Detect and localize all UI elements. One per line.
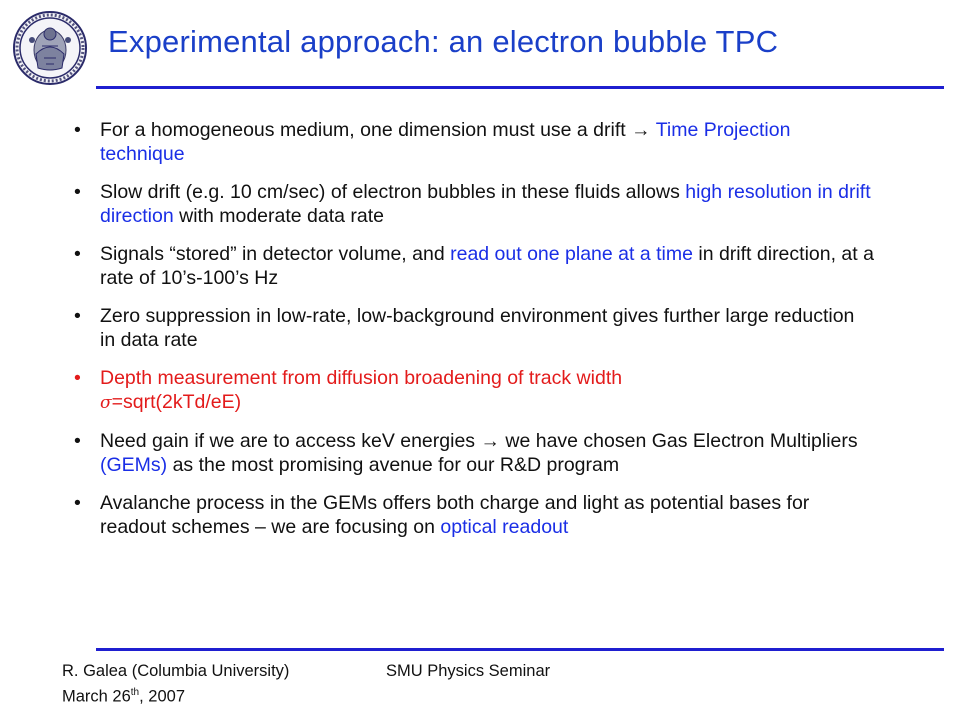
footer-author: R. Galea (Columbia University) xyxy=(62,662,290,680)
bullet-text: Slow drift (e.g. 10 cm/sec) of electron bubbles in these fluids allows xyxy=(100,181,686,203)
bullet-item-zero-suppression xyxy=(74,304,874,352)
bullet-item-slow-drift xyxy=(74,180,874,228)
bullet-text: as the most promising avenue for our R&D program xyxy=(167,454,620,476)
bullet-text: Depth measurement from diffusion broadening of track width xyxy=(100,367,623,389)
title-divider xyxy=(96,86,944,89)
bullet-item-avalanche xyxy=(74,491,874,539)
bullet-list xyxy=(74,118,874,553)
footer-date-suffix: , 2007 xyxy=(139,687,185,706)
bullet-highlight: Time Projection technique xyxy=(100,119,791,165)
footer-divider xyxy=(96,648,944,651)
bullet-dot: • xyxy=(74,119,81,141)
bullet-text: Need gain if we are to access keV energies → we have chosen Gas Electron Multipliers xyxy=(100,430,858,452)
slide-title: Experimental approach: an electron bubble TPC xyxy=(108,24,779,59)
footer-author-date xyxy=(62,660,289,708)
footer-date xyxy=(62,682,289,708)
bullet-item-depth-measurement xyxy=(74,366,874,415)
footer-date-sup: th xyxy=(130,687,140,698)
bullet-highlight: high resolution in drift direction xyxy=(100,181,871,227)
sigma-symbol: σ xyxy=(100,393,112,413)
bullet-dot: • xyxy=(74,305,81,327)
bullet-dot: • xyxy=(74,492,81,514)
bullet-dot: • xyxy=(74,181,81,203)
bullet-item-time-projection xyxy=(74,118,874,166)
bullet-item-signals-stored xyxy=(74,242,874,290)
footer-event: SMU Physics Seminar xyxy=(386,662,551,680)
bullet-text: For a homogeneous medium, one dimension must use a drift → xyxy=(100,119,656,141)
bullet-dot: • xyxy=(74,367,81,389)
bullet-text: Zero suppression in low-rate, low-background environment gives further large reduction in data rate xyxy=(100,305,855,351)
university-seal-logo xyxy=(12,10,88,86)
bullet-text: Avalanche process in the GEMs offers both charge and light as potential bases for readout schemes – we are focusing on xyxy=(100,492,810,538)
bullet-dot: • xyxy=(74,243,81,265)
bullet-text: with moderate data rate xyxy=(173,205,385,227)
bullet-item-need-gain xyxy=(74,429,874,477)
footer-date-prefix: March 26 xyxy=(62,687,131,706)
bullet-highlight: (GEMs) xyxy=(100,454,168,476)
bullet-text: in drift direction, at a rate of 10’s-100’s Hz xyxy=(100,243,874,289)
bullet-dot: • xyxy=(74,430,81,452)
bullet-text: Signals “stored” in detector volume, and xyxy=(100,243,451,265)
formula-text: =sqrt(2kTd/eE) xyxy=(111,391,242,413)
bullet-highlight: read out one plane at a time xyxy=(450,243,693,265)
bullet-highlight: optical readout xyxy=(440,516,569,538)
